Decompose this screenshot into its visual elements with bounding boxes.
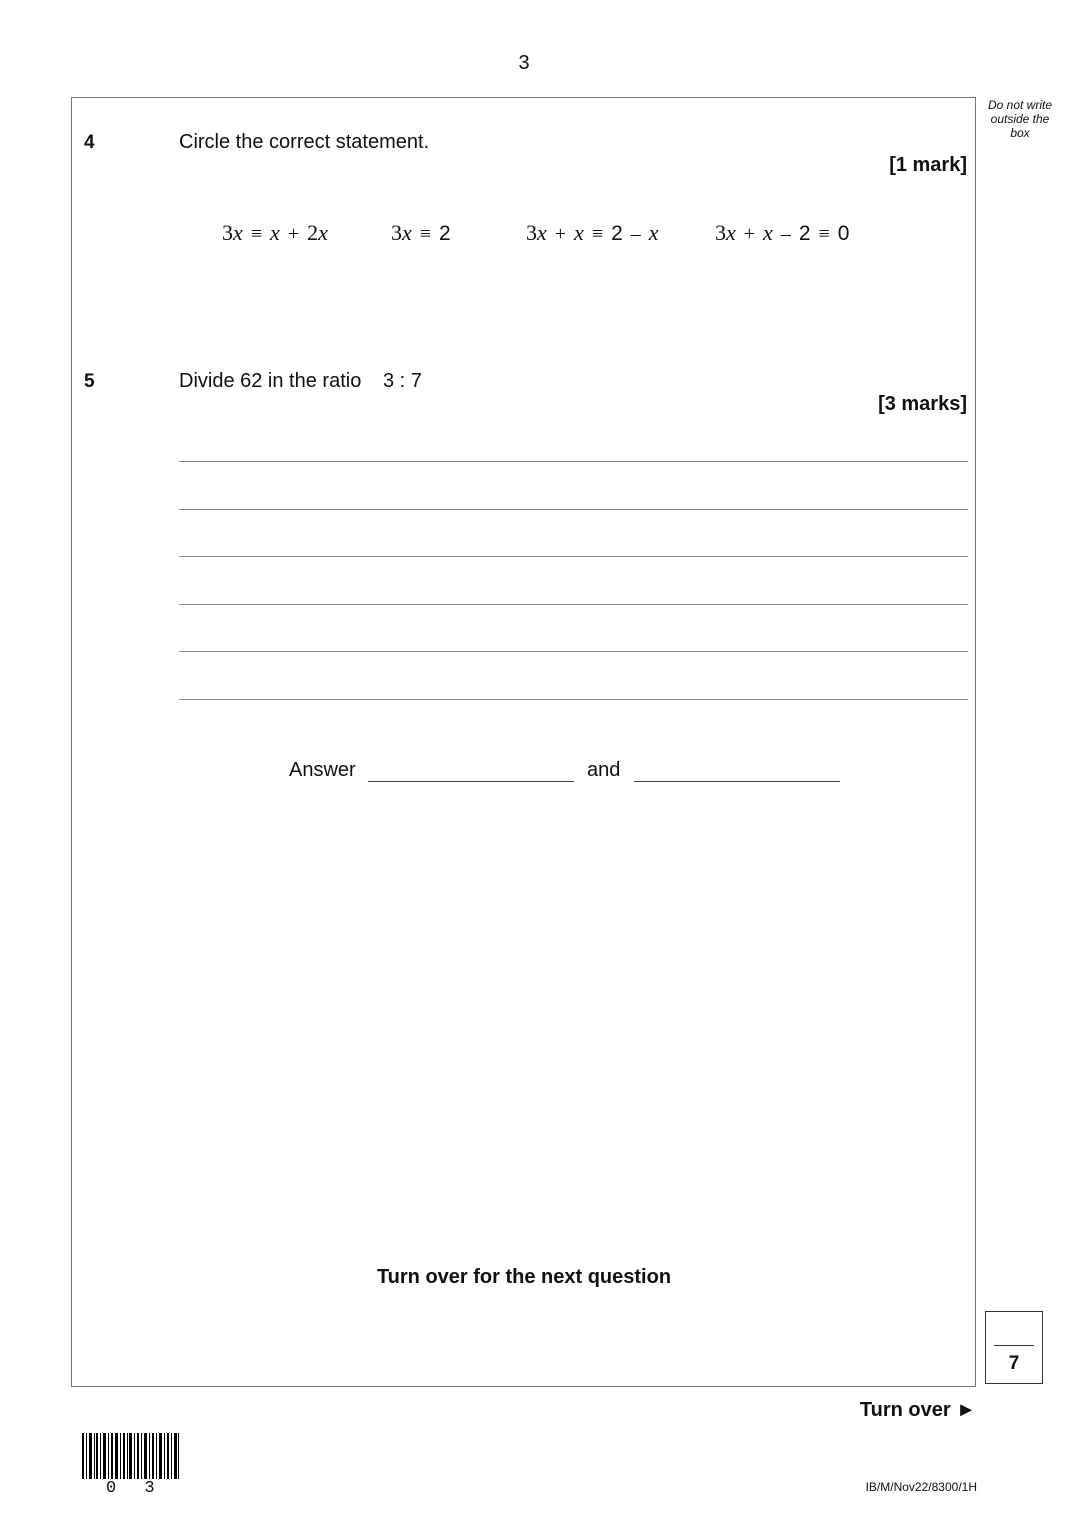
- answer-line-2[interactable]: [634, 781, 840, 782]
- working-line[interactable]: [179, 604, 968, 605]
- footer-code: IB/M/Nov22/8300/1H: [865, 1480, 977, 1494]
- barcode: [82, 1433, 179, 1479]
- score-box-divider: [994, 1345, 1034, 1346]
- question-4-text: Circle the correct statement.: [179, 131, 430, 153]
- q4-option-2[interactable]: 3x ≡ 2: [391, 220, 451, 245]
- question-5-ratio: 3 : 7: [383, 370, 422, 392]
- working-line[interactable]: [179, 509, 968, 510]
- working-line[interactable]: [179, 651, 968, 652]
- q4-option-4[interactable]: 3x + x – 2 ≡ 0: [715, 220, 850, 245]
- question-5-marks: [3 marks]: [878, 393, 967, 415]
- question-4-marks: [1 mark]: [889, 154, 967, 176]
- question-5-number: 5: [84, 371, 95, 392]
- score-value: 7: [1008, 1353, 1020, 1374]
- margin-note: Do not write outside the box: [987, 98, 1053, 140]
- turn-over-label: Turn over ►: [859, 1399, 976, 1421]
- answer-line-1[interactable]: [368, 781, 574, 782]
- turn-over-next-question: Turn over for the next question: [376, 1266, 672, 1288]
- question-4-number: 4: [84, 132, 95, 153]
- barcode-number: 0 3: [106, 1479, 164, 1498]
- page-number: 3: [518, 52, 530, 74]
- working-line[interactable]: [179, 699, 968, 700]
- working-line[interactable]: [179, 556, 968, 557]
- answer-box-border: [71, 97, 976, 1387]
- q4-option-1[interactable]: 3x ≡ x + 2x: [222, 220, 328, 245]
- question-5-text: Divide 62 in the ratio: [179, 370, 362, 392]
- and-label: and: [587, 759, 621, 781]
- working-line[interactable]: [179, 461, 968, 462]
- q4-option-3[interactable]: 3x + x ≡ 2 – x: [526, 220, 659, 245]
- answer-label: Answer: [289, 759, 356, 781]
